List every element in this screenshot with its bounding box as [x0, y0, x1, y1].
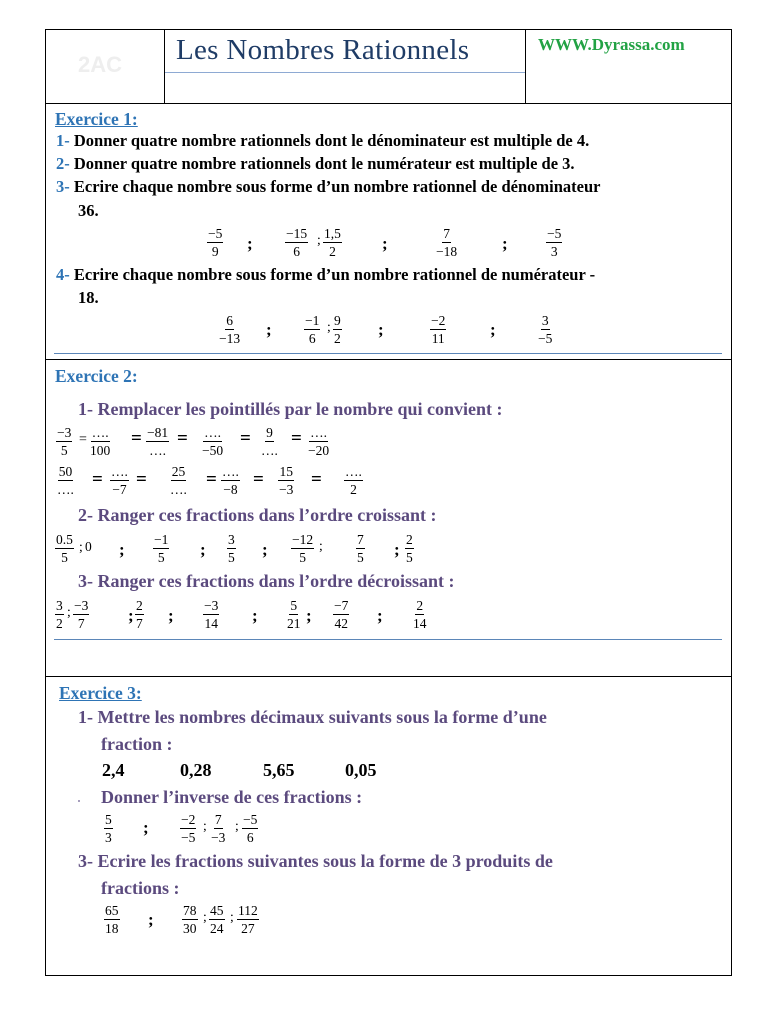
fraction: 2 5	[406, 532, 413, 565]
equals-sign: =	[136, 469, 147, 490]
separator: ;	[327, 319, 331, 334]
separator: ;	[128, 606, 134, 625]
fraction: 0.5 5	[56, 532, 73, 565]
separator: ;	[317, 232, 321, 247]
fraction: 25 ….	[170, 464, 187, 497]
separator: ;	[490, 320, 496, 339]
exercise-1-heading: Exercice 1:	[55, 109, 138, 129]
decimal-value: 2,4	[102, 760, 125, 780]
separator: ;	[230, 909, 234, 924]
fraction: −1 5	[154, 532, 169, 565]
fraction: −2 11	[431, 313, 446, 346]
fraction: −15 6	[286, 226, 308, 259]
fraction: …. −7	[111, 464, 128, 497]
ex1-q3-number: 3-	[56, 177, 70, 196]
fraction: 6 −13	[219, 313, 241, 346]
fraction: 2 14	[413, 598, 427, 631]
fraction: …. −20	[308, 425, 330, 458]
ex2-question-2: 2- Ranger ces fractions dans l’ordre croissant :	[78, 505, 437, 525]
site-link[interactable]: WWW.Dyrassa.com	[538, 35, 685, 54]
fraction: 45 24	[210, 903, 224, 936]
separator: ;	[319, 538, 323, 553]
fraction: 50 ….	[57, 464, 74, 497]
fraction: 7 −18	[436, 226, 458, 259]
ex2-question-1: 1- Remplacer les pointillés par le nombre qui convient :	[78, 399, 503, 419]
ex3-question-1	[78, 707, 547, 728]
separator: ;	[377, 606, 383, 625]
fraction: …. 2	[345, 464, 362, 497]
fraction: −81 ….	[147, 425, 169, 458]
fraction: 3 5	[228, 532, 235, 565]
separator: ;	[143, 818, 149, 837]
section-divider	[54, 353, 722, 354]
equals-sign: =	[131, 428, 142, 449]
separator: ;	[148, 910, 154, 929]
ex3-q3-text-cont: fractions :	[101, 878, 180, 898]
separator: ;	[67, 604, 71, 619]
decimal-value: 0,28	[180, 760, 212, 780]
fraction: −12 5	[292, 532, 314, 565]
section-divider	[54, 639, 722, 640]
ex3-q1-text: Mettre les nombres décimaux suivants sous la forme d’une	[97, 707, 547, 727]
ex3-q1-number: 1-	[78, 707, 93, 727]
fraction: 3 2	[56, 598, 63, 631]
fraction: 112 27	[238, 903, 258, 936]
ex1-question-2	[56, 154, 575, 174]
fraction: …. −50	[202, 425, 224, 458]
separator: ;	[262, 540, 268, 559]
fraction: 7 5	[357, 532, 364, 565]
page-title: Les Nombres Rationnels	[176, 34, 470, 66]
separator: ;	[394, 540, 400, 559]
separator: ;	[306, 606, 312, 625]
separator: ;	[252, 606, 258, 625]
ex3-q3-text: Ecrire les fractions suivantes sous la forme de 3 produits de	[97, 851, 553, 871]
separator: ;	[203, 818, 207, 833]
fraction: 7 −3	[211, 812, 226, 845]
ex3-question-2: Donner l’inverse de ces fractions :	[101, 787, 363, 807]
ex1-q4-number: 4-	[56, 265, 70, 284]
decimal-value: 5,65	[263, 760, 295, 780]
ex3-q3-number: 3-	[78, 851, 93, 871]
fraction: 5 3	[105, 812, 112, 845]
separator: ;	[235, 818, 239, 833]
fraction: 15 −3	[279, 464, 294, 497]
fraction: 2 7	[136, 598, 143, 631]
separator: ;	[378, 320, 384, 339]
ex3-q1-text-cont: fraction :	[101, 734, 173, 754]
separator: ;	[168, 606, 174, 625]
fraction: 3 −5	[538, 313, 553, 346]
header-divider-right	[525, 29, 526, 104]
fraction: −2 −5	[181, 812, 196, 845]
exercise-2-heading: Exercice 2:	[55, 366, 138, 386]
ex1-q3-text: Ecrire chaque nombre sous forme d’un nombre rationnel de dénominateur	[73, 177, 601, 196]
separator: ;	[79, 539, 83, 554]
equals-sign: =	[206, 469, 217, 490]
zero-value: 0	[85, 539, 92, 554]
ex1-q2-text: Donner quatre nombre rationnels dont le numérateur est multiple de 3.	[73, 154, 575, 173]
fraction: 1,5 2	[324, 226, 341, 259]
decimal-value: 0,05	[345, 760, 377, 780]
equals-sign: =	[79, 432, 87, 447]
bullet-dot	[78, 800, 80, 802]
level-label: 2AC	[78, 52, 123, 77]
fraction: …. 100	[90, 425, 111, 458]
ex1-question-3	[56, 177, 601, 197]
ex1-q1-text: Donner quatre nombre rationnels dont le dénominateur est multiple de 4.	[73, 131, 590, 150]
separator: ;	[382, 234, 388, 253]
fraction: −5 9	[208, 226, 223, 259]
ex1-question-1	[56, 131, 589, 151]
ex3-question-3	[78, 851, 553, 872]
ex2-question-3: 3- Ranger ces fractions dans l’ordre décroissant :	[78, 571, 455, 591]
fraction: −3 5	[57, 425, 72, 458]
equals-sign: =	[92, 469, 103, 490]
fraction: −5 6	[243, 812, 258, 845]
ex1-q4-text: Ecrire chaque nombre sous forme d’un nombre rationnel de numérateur -	[73, 265, 596, 284]
separator: ;	[200, 540, 206, 559]
fraction: −3 14	[204, 598, 219, 631]
ex1-q2-number: 2-	[56, 154, 70, 173]
fraction: −5 3	[547, 226, 562, 259]
separator: ;	[266, 320, 272, 339]
fraction: 78 30	[183, 903, 197, 936]
separator: ;	[247, 234, 253, 253]
ex1-q1-number: 1-	[56, 131, 70, 150]
equals-sign: =	[311, 469, 322, 490]
equals-sign: =	[177, 428, 188, 449]
fraction: …. −8	[222, 464, 239, 497]
title-underline	[165, 72, 525, 73]
exercise-3-heading: Exercice 3:	[59, 683, 142, 703]
equals-sign: =	[253, 469, 264, 490]
fraction: −7 42	[334, 598, 349, 631]
separator: ;	[502, 234, 508, 253]
equals-sign: =	[291, 428, 302, 449]
fraction: 9 2	[334, 313, 341, 346]
ex1-question-4	[56, 265, 595, 285]
ex1-q4-text-cont: 18.	[78, 288, 99, 307]
header-divider-left	[164, 29, 165, 104]
fraction: 9 ….	[261, 425, 278, 458]
separator: ;	[119, 540, 125, 559]
ex1-q3-text-cont: 36.	[78, 201, 99, 220]
separator: ;	[203, 909, 207, 924]
fraction: −1 6	[305, 313, 320, 346]
fraction: 5 21	[287, 598, 301, 631]
fraction: −3 7	[74, 598, 89, 631]
fraction: 65 18	[105, 903, 119, 936]
equals-sign: =	[240, 428, 251, 449]
